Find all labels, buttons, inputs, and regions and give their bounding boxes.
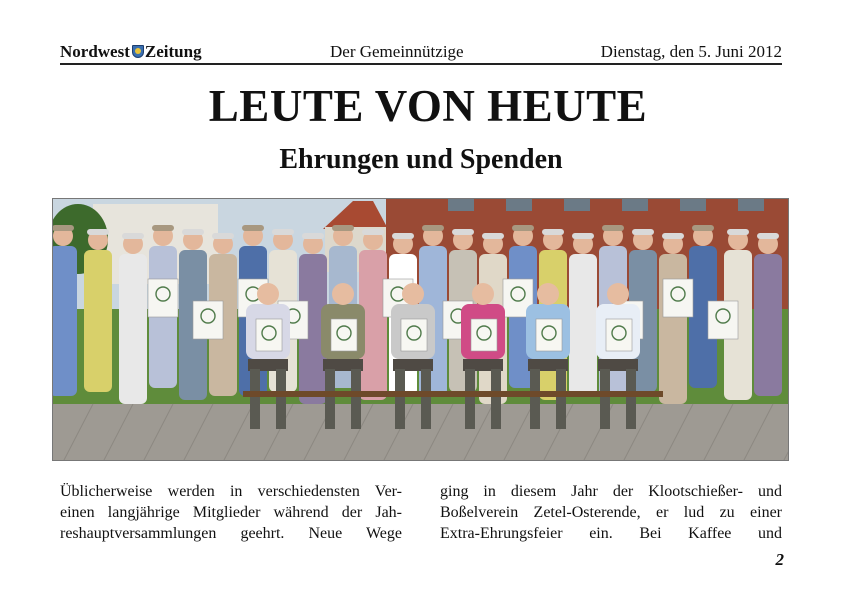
brand-right: Zeitung [144, 42, 202, 61]
article-line: Boßelverein Zetel-Osterende, er lud zu einer [440, 504, 782, 521]
newspaper-brand [60, 42, 202, 62]
group-photo [52, 198, 789, 461]
page-number: 2 [775, 550, 784, 569]
issue-date: Dienstag, den 5. Juni 2012 [600, 42, 782, 61]
headline: LEUTE VON HEUTE [208, 81, 648, 131]
section-name: Der Gemeinnützige [330, 42, 464, 61]
group-photo-icon [53, 199, 789, 461]
subheadline: Ehrungen und Spenden [279, 144, 563, 175]
crest-icon [132, 45, 144, 58]
article-line: einen langjährige Mitglieder während der Jah- [60, 504, 402, 521]
article-line: Üblicherweise werden in verschiedensten Ver- [60, 483, 402, 500]
article-line: ging in diesem Jahr der Klootschießer- und [440, 483, 782, 500]
masthead [60, 41, 782, 65]
article-column-left [60, 481, 402, 544]
article-line: Extra-Ehrungsfeier ein. Bei Kaffee und [440, 525, 782, 542]
article-line: reshauptversammlungen geehrt. Neue Wege [60, 525, 402, 542]
article-column-right [440, 481, 782, 544]
brand-left: Nordwest [60, 42, 130, 61]
